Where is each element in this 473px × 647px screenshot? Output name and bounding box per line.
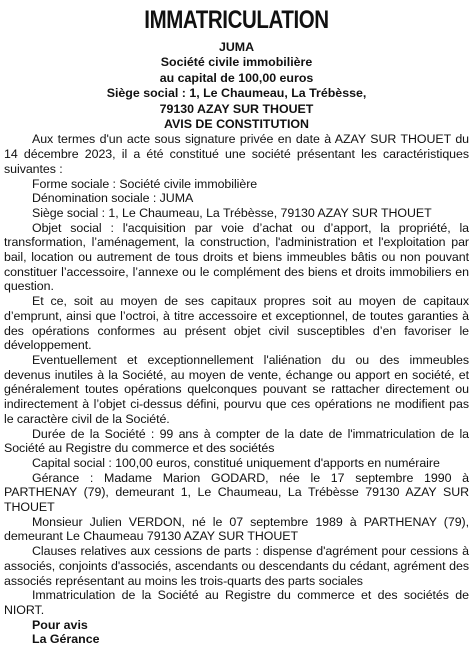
paragraph-registration: Immatriculation de la Société au Registre du commerce et des sociétés de NIORT.	[4, 588, 469, 617]
notice-body	[4, 132, 469, 617]
company-capital: au capital de 100,00 euros	[159, 70, 314, 85]
paragraph-form: Forme sociale : Société civile immobilière	[32, 176, 258, 191]
paragraph-capital: Capital social : 100,00 euros, constitué uniquement d'apports en numéraire	[32, 455, 440, 470]
company-type: Société civile immobilière	[160, 55, 313, 70]
paragraph-management: Gérance : Madame Marion GODARD, née le 17 septembre 1990 à PARTHENAY (79), demeurant 1, Le Chaumeau, La Trébèsse 79130 AZAY SUR THOUET	[4, 470, 469, 515]
signature-management: La Gérance	[32, 632, 100, 647]
page-title: IMMATRICULATION	[144, 6, 329, 34]
paragraph-co-manager: Monsieur Julien VERDON, né le 07 septembre 1989 à PARTHENAY (79), demeurant Le Chaumeau 79130 AZAY SUR THOUET	[4, 514, 469, 544]
paragraph-share-transfer: Clauses relatives aux cessions de parts : dispense d'agrément pour cessions à associés, conjoints d'associés, ascendants ou descendants du cédant, agrément des associés représentant au moins les trois-quarts des parts sociales	[4, 544, 469, 588]
company-city: 79130 AZAY SUR THOUET	[159, 101, 314, 116]
paragraph-deed: Aux termes d'un acte sous signature privée en date à AZAY SUR THOUET du 14 décembre 2023, il a été constitué une société présentant les caractéristiques suivantes :	[4, 132, 469, 176]
notice-type: AVIS DE CONSTITUTION	[163, 117, 310, 132]
notice-header	[4, 40, 469, 132]
signature-block	[4, 618, 469, 647]
company-name: JUMA	[218, 40, 255, 54]
paragraph-name: Dénomination sociale : JUMA	[32, 191, 194, 206]
paragraph-seat: Siège social : 1, Le Chaumeau, La Trébèsse, 79130 AZAY SUR THOUET	[32, 205, 432, 220]
paragraph-purpose: Objet social : l'acquisition par voie d’achat ou d’apport, la propriété, la transformation, l’aménagement, la construction, l'administration et l'exploitation par bail, location ou autrement de tous droits et biens immeubles bâtis ou non pouvant constituer l’accessoire, l’annexe ou le complément des biens et droits immobiliers en question.	[4, 220, 469, 294]
paragraph-duration: Durée de la Société : 99 ans à compter de la date de l'immatriculation de la Société au Registre du commerce et des sociétés	[4, 426, 469, 456]
signature-for-notice: Pour avis	[32, 617, 88, 632]
paragraph-alienation: Eventuellement et exceptionnellement l'aliénation du ou des immeubles devenus inutiles à la Société, au moyen de vente, échange ou apport en société, et généralement toutes opérations quelconques pouvant se rattacher directement ou indirectement à l’objet ci-dessus défini, pourvu que ces opérations ne modifient pas le caractère civil de la Société.	[4, 352, 469, 426]
company-seat: Siège social : 1, Le Chaumeau, La Trébèsse,	[106, 86, 367, 101]
paragraph-funding: Et ce, soit au moyen de ses capitaux propres soit au moyen de capitaux d’emprunt, ainsi que l’octroi, à titre accessoire et exceptionnel, de toutes garanties à des opérations conformes au présent objet civil susceptibles d’en favoriser le développement.	[4, 294, 469, 353]
